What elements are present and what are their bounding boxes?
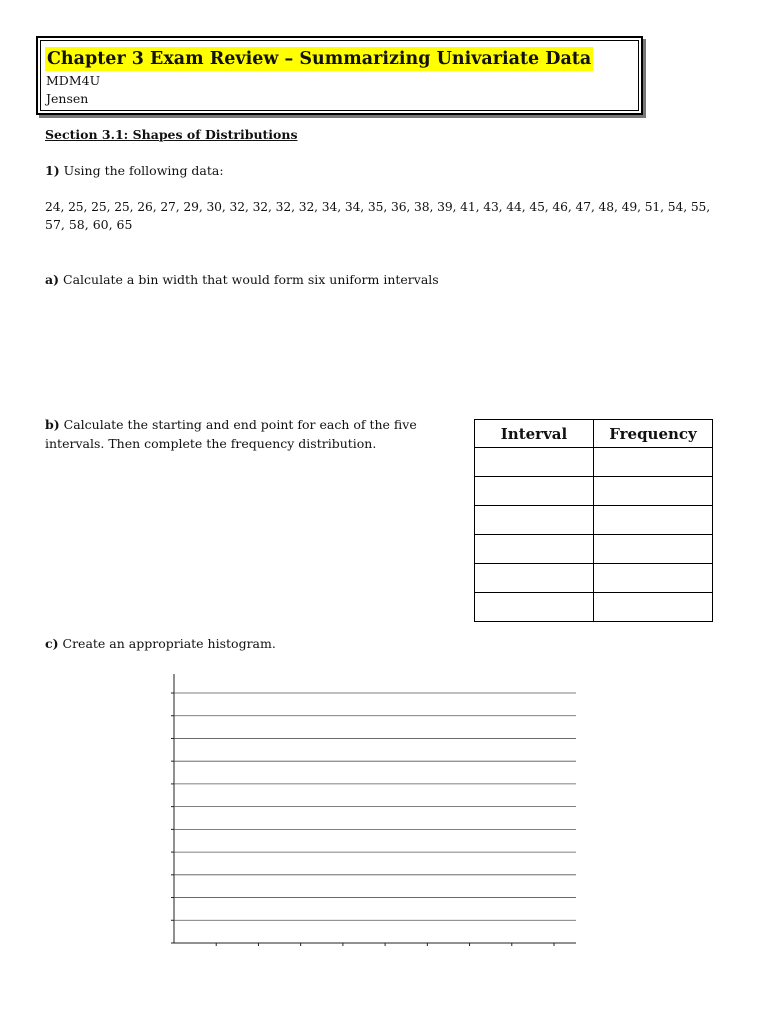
part-c-text: Create an appropriate histogram.	[62, 636, 276, 651]
interval-header: Interval	[475, 420, 594, 448]
part-a-label: a)	[45, 272, 60, 287]
section-heading: Section 3.1: Shapes of Distributions	[45, 127, 298, 142]
part-a-text: Calculate a bin width that would form six uniform intervals	[63, 272, 439, 287]
data-list-line-1: 24, 25, 25, 25, 26, 27, 29, 30, 32, 32, 32, 32, 34, 34, 35, 36, 38, 39, 41, 43, 44, 45, 46, 47, 48, 49, 51, 54, 55,	[45, 200, 711, 214]
question-number: 1)	[45, 163, 60, 178]
part-c-label: c)	[45, 636, 59, 651]
part-b-label: b)	[45, 417, 60, 432]
teacher-name: Jensen	[46, 91, 89, 106]
data-list-line-2: 57, 58, 60, 65	[45, 217, 133, 232]
page-title: Chapter 3 Exam Review – Summarizing Univariate Data	[47, 49, 592, 69]
part-b-text-2: intervals. Then complete the frequency distribution.	[45, 436, 377, 451]
course-code: MDM4U	[46, 73, 101, 88]
frequency-header: Frequency	[594, 420, 713, 448]
question-prompt: Using the following data:	[63, 163, 224, 178]
part-b-text-1: Calculate the starting and end point for each of the five	[63, 417, 417, 432]
